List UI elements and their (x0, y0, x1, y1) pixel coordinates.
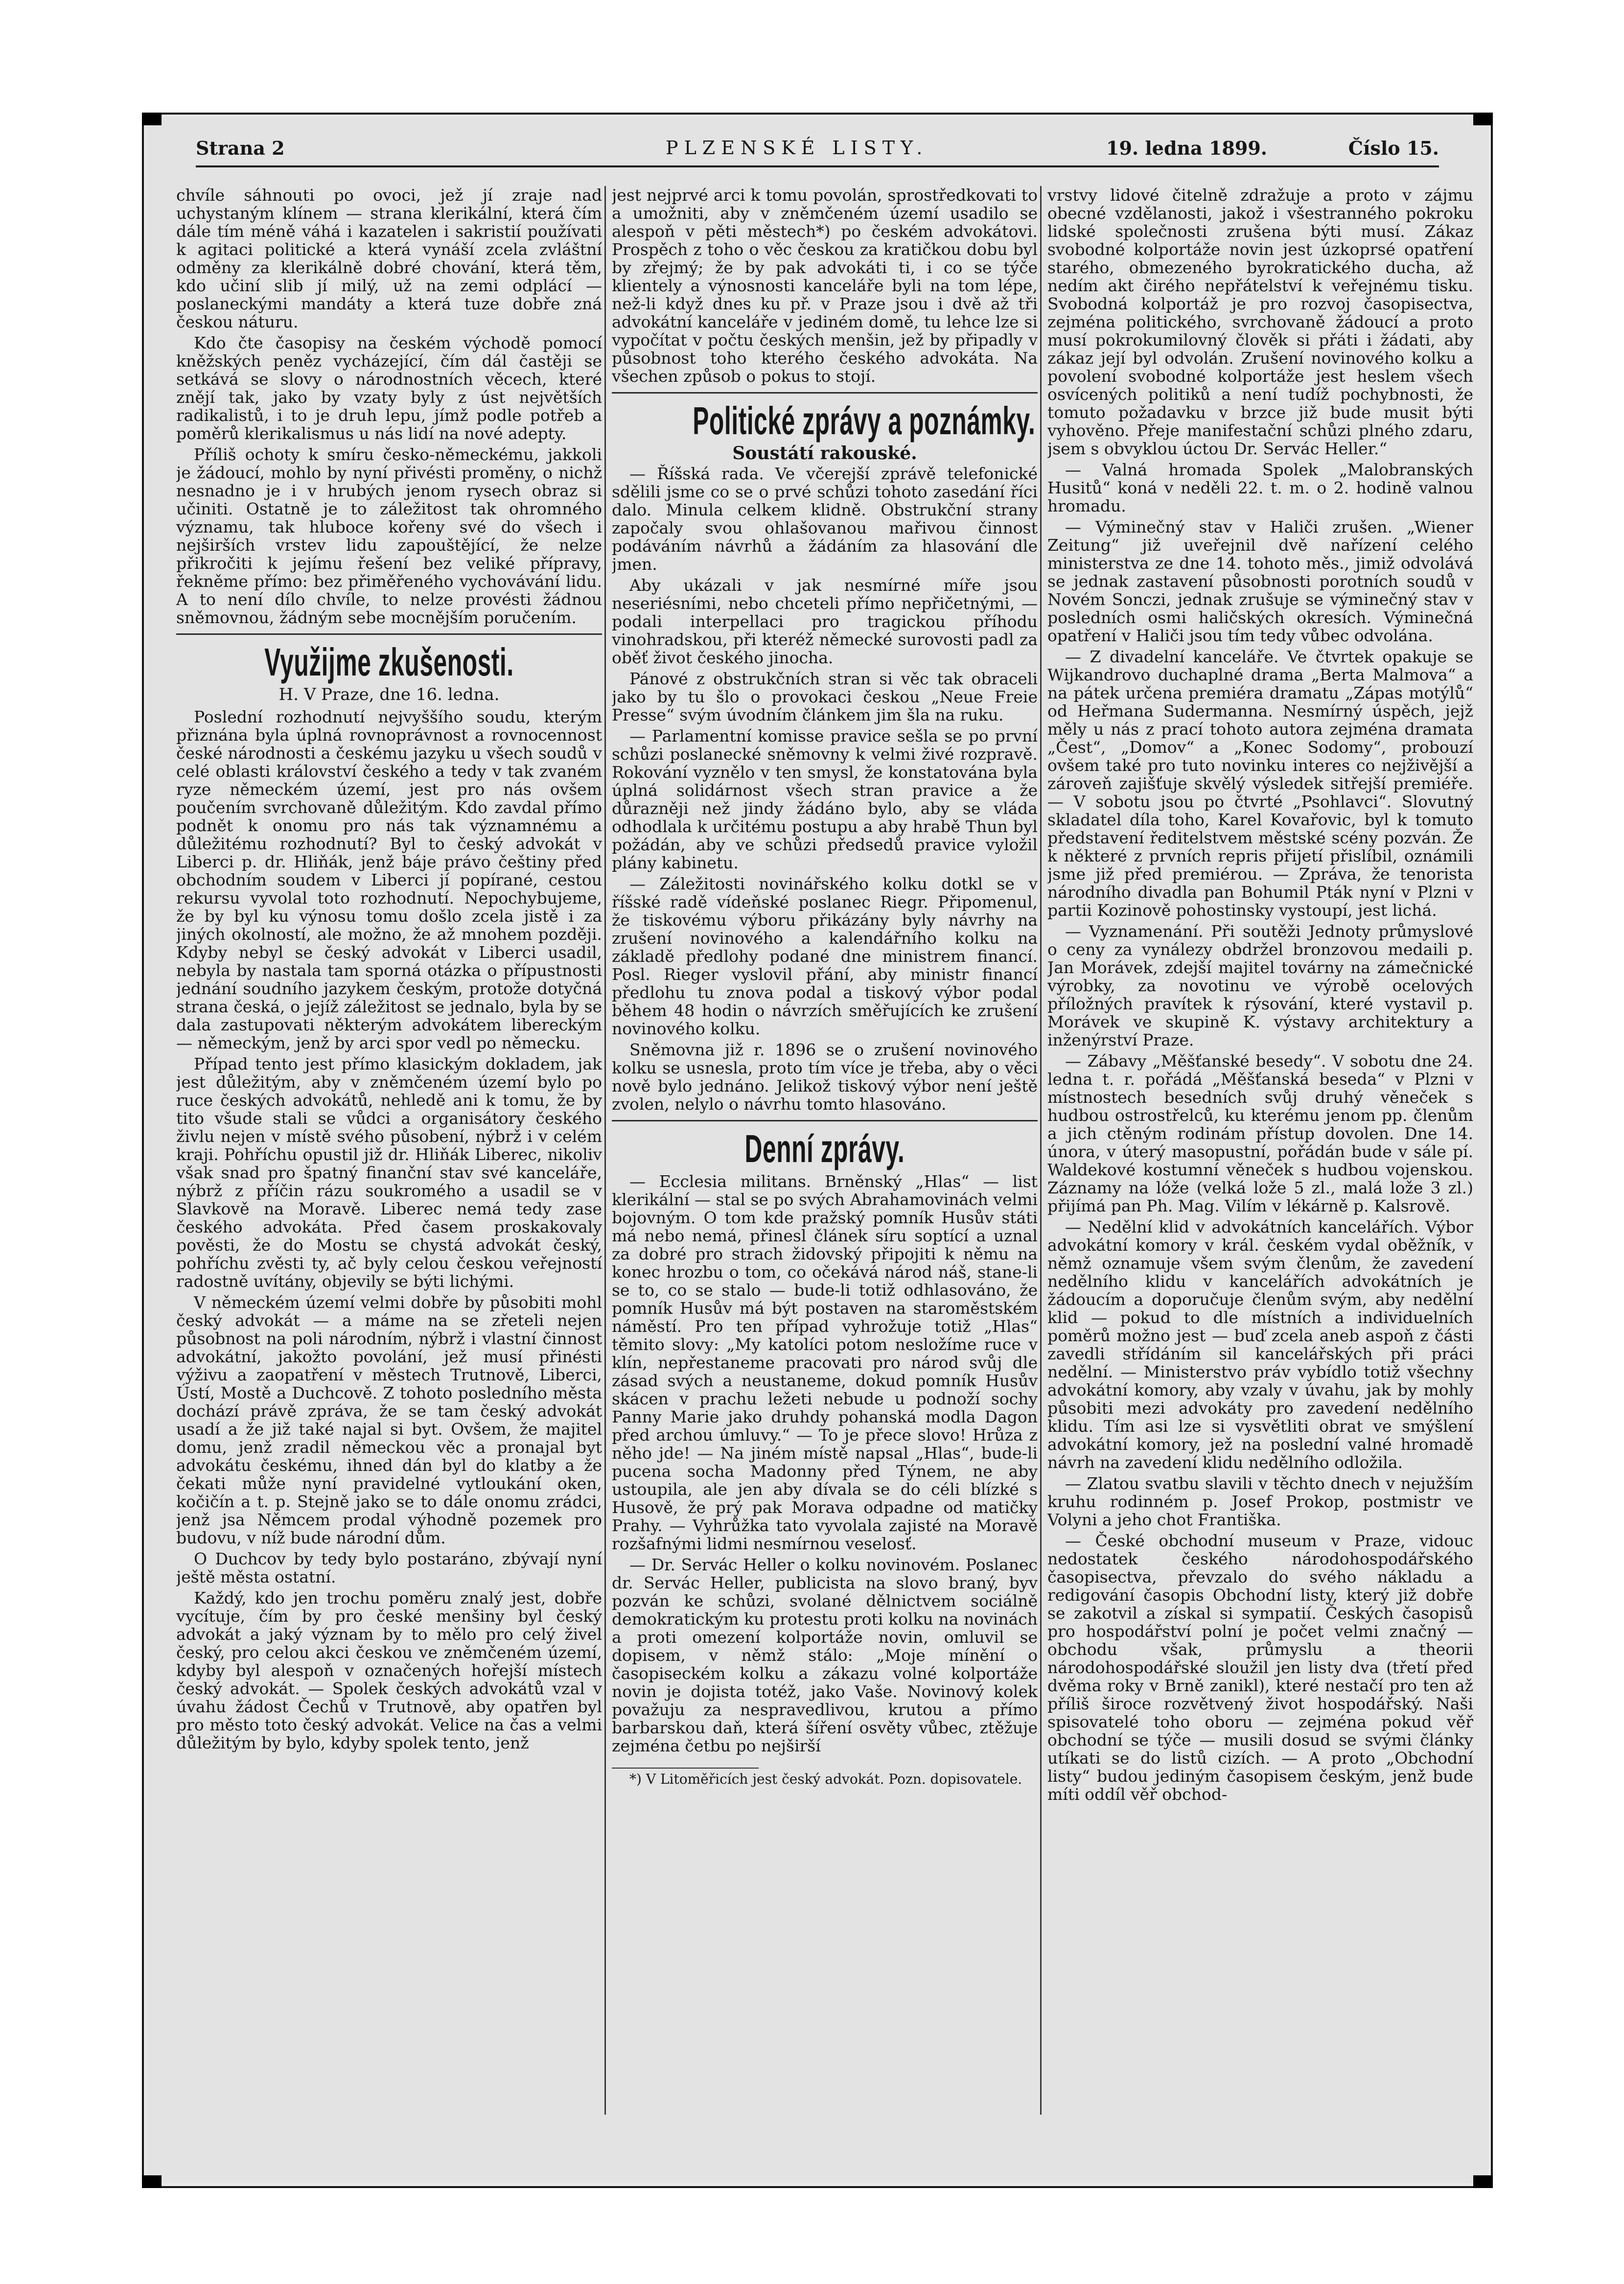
paragraph: Sněmovna již r. 1896 se o zrušení novinového kolku se usnesla, proto tím více je třeba, aby o věci nově bylo jednáno. Jelikož tiskový výbor není ještě zvolen, nelylo o návrhu tomto hlasováno. (612, 1040, 1038, 1114)
paragraph: Pánové z obstrukčních stran si věc tak obraceli jako by tu šlo o provokaci českou „Neue Freie Presse“ svým úvodním článkem jim šla na ruku. (612, 669, 1038, 724)
paragraph: V německém území velmi dobře by působiti mohl český advokát — a máme na se zřeteli nejen působnost na poli národním, nýbrž i vlastní činnost advokátní, jakožto povolání, jež musí přinésti výživu a zaopatření v městech Trutnově, Liberci, Ústí, Mostě a Duchcově. Z tohoto posledního města dochází právě zpráva, že se tam český advokát usadí a že již také najal si byt. Ovšem, že majitel domu, jenž zradil německou věc a pronajal byt advokátu českému, ihned dán byl do klatby a že čekati může nyní pravidelné vytloukání oken, kočičín a t. p. Stejně jako se to dále onomu zrádci, jenž jsa Němcem prodal výhodně pozemek pro budovu, v níž bude národní dům. (176, 1293, 602, 1547)
paragraph: — Parlamentní komisse pravice sešla se po první schůzi poslanecké sněmovny k velmi živé rozpravě. Rokování vyznělo v ten smysl, že konstatována byla úplná solidárnost všech stran pravice a že důrazněji než jindy žádáno bylo, aby se vláda odhodlala k určitému postupu a aby hrabě Thun byl požádán, aby ve schůzi předsedů pravice vyložil plány kabinetu. (612, 726, 1038, 872)
paragraph: — Výminečný stav v Haliči zrušen. „Wiener Zeitung“ již uveřejnil dvě nařízení celého ministerstva ze dne 14. tohoto měs., jimiž odvolává se jednak zastavení působnosti porotních soudů v Novém Sonczi, jednak zrušuje se výminečný stav v posledních osmi haličských okresích. Výminečná opatření v Haliči jsou tím tedy vůbec odvolána. (1047, 517, 1473, 645)
corner-mark (1473, 113, 1493, 125)
paragraph: Aby ukázali v jak nesmírné míře jsou neseriésními, nebo chceteli přímo nepřičetnými, — podali interpellaci pro tragickou příhodu vinohradskou, při kteréž německé surovosti padl za oběť život českého jinocha. (612, 576, 1038, 667)
header-rule (196, 165, 1439, 167)
corner-mark (142, 113, 162, 125)
section-rule (176, 633, 602, 635)
corner-mark (142, 2175, 162, 2188)
page-number: Strana 2 (196, 137, 285, 159)
paragraph: — Záležitosti novinářského kolku dotkl se v říšské radě vídeňské poslanec Riegr. Připomenul, že tiskovému výboru přikázány byly návrhy na zrušení novinového a kalendářního kolku na základě předlohy podané dne ministrem financí. Posl. Rieger vyslovil přání, aby ministr financí předlohu tu znova podal a tiskový výbor podal během 48 hodin o návrzích směřujících ke zrušení novinového kolku. (612, 874, 1038, 1038)
paragraph: — Zábavy „Měšťanské besedy“. V sobotu dne 24. ledna t. r. pořádá „Měšťanská beseda“ v Plzni v místnostech besedních svůj druhý věneček s hudbou ostrostřelců, ku kterému jenom pp. členům a jich ctěným rodinám přístup dovolen. Dne 14. února, v úterý masopustní, pořádán bude v sále pí. Waldekové kostumní věneček s hudbou vojenskou. Záznamy na lóže (velká lože 5 zl., malá lože 3 zl.) přijímá pan Ph. Mag. Vilím v lékárně p. Kalsrově. (1047, 1051, 1473, 1215)
paragraph: Každý, kdo jen trochu poměru znalý jest, dobře vycítuje, čím by pro české menšiny byl český advokát a jaký význam by to mělo pro celý živel český, pro celou akci českou ve zněmčeném území, kdyby byl alespoň v označených hořejší místech český advokát. — Spolek českých advokátů vzal v úvahu žádost Čechů v Trutnově, aby opatřen byl pro město toto český advokát. Velice na čas a velmi důležitým by bylo, kdyby spolek tento, jenž (176, 1588, 602, 1752)
section-headline: Denní zprávy. (744, 1127, 905, 1170)
paragraph: — Zlatou svatbu slavili v těchto dnech v nejužším kruhu rodinném p. Josef Prokop, postmistr ve Volyni a jeho chot Františka. (1047, 1474, 1473, 1529)
paragraph: O Duchcov by tedy bylo postaráno, zbývají nyní ještě města ostatní. (176, 1549, 602, 1586)
paragraph: — Valná hromada Spolek „Malobranských Husitů“ koná v neděli 22. t. m. o 2. hodině valnou hromadu. (1047, 460, 1473, 515)
paragraph: — Vyznamenání. Při soutěži Jednoty průmyslové o ceny za vynálezy obdržel bronzovou medaili p. Jan Morávek, zdejší majitel továrny na zámečnické výrobky, za novotinu ve výrobě ocelových příložných pravítek k rýsování, které vystavil p. Morávek ve skupině K. výstavy architektury a inženýrství Praze. (1047, 922, 1473, 1049)
paragraph: — Z divadelní kanceláře. Ve čtvrtek opakuje se Wijkandrovo duchaplné drama „Berta Malmova“ a na pátek určena premiéra dramatu „Zápas motýlů“ od Heřmana Sudermanna. Nesmírný úspěch, jejž měly u nás z prací tohoto autora zejména dramata „Čest“, „Domov“ a „Konec Sodomy“, probouzí ovšem také pro tuto novinku interes co nejživější a zároveň zajišťuje skvělý výsledek sitřejší premiéře. — V sobotu jsou po čtvrté „Psohlavci“. Slovutný skladatel díla toho, Karel Kovařovic, byl k tomuto představení ředitelstvem městské scény pozván. Že k některé z prvních repris přijetí přislíbil, oznámili jsme již před premiérou. — Zpráva, že tenorista národního divadla pan Bohumil Pták nyní v Plzni v partii Kozinově pohostinsky vystoupí, jest lichá. (1047, 647, 1473, 920)
newspaper-page (147, 117, 1488, 2183)
paragraph: — České obchodní museum v Praze, vidouc nedostatek českého národohospodářského časopisectva, převzalo do svého nákladu a redigování časopis Obchodní listy, který již dobře se zakotvil a získal si sympatií. Českých časopisů pro hospodářství polní je počet velmi značný — obchodu však, průmyslu a theorii národohospodářské sloužil jen listy dva (třetí před dvěma roky v Brně zanikl), které nestačí pro ten až příliš široce rozvětvený život hospodářský. Naši spisovatelé toho oboru — zejména pokud věř obchodní se týče — musili dosud se svými články utíkati se do listů cizích. — A proto „Obchodní listy“ budou jediným časopisem českým, jenž bude míti oddíl věř obchod- (1047, 1531, 1473, 1804)
footnote-rule (612, 1768, 759, 1769)
dateline: H. V Praze, dne 16. ledna. (278, 685, 500, 704)
section-rule (612, 392, 1038, 394)
paragraph: — Říšská rada. Ve včerejší zprávě telefonické sdělili jsme co se o prvé schůzi tohoto zasedání říci dalo. Minula celkem klidně. Obstrukční strany započaly svou ohlašovanou mařivou činnost podáváním návrhů a žádáním za hlasování dle jmen. (612, 464, 1038, 574)
paragraph: — Ecclesia militans. Brněnský „Hlas“ — list klerikální — stal se po svých Abrahamovinách velmi bojovným. O tom kde pražský pomník Husův státi má nebo nemá, přinesl článek síru soptící a uznal za dobré pro strach židovský připojiti k němu na konec hrozbu o tom, co očekává národ náš, stane-li se to, co se stalo — bude-li totiž odhlasováno, že pomník Husův má být postaven na staroměstském náměstí. Pro ten případ vyhrožuje totiž „Hlas“ těmito slovy: „My katolíci potom nesložíme ruce v klín, nepřestaneme pracovati pro národ svůj dle zásad svých a neustaneme, dokud pomník Husův skácen v prachu ležeti nebude u podnoží sochy Panny Marie jako druhdy pohanská modla Dagon před archou úmluvy.“ — To je přece slovo! Hrůza z něho jde! — Na jiném místě napsal „Hlas“, bude-li pucena socha Madonny před Týnem, ne aby ustoupila, ale jen aby dívala se do céli blízké s Husově, že prý pak Morava odpadne od matičky Prahy. — Vyhrůžka tato vyvolala zajisté na Moravě rozšafnými lidmi nesmírnou veselosť. (612, 1172, 1038, 1553)
section-rule (612, 1120, 1038, 1121)
paragraph: jest nejprvé arci k tomu povolán, sprostředkovati to a umožniti, aby v zněmčeném území usadilo se alespoň v pěti městech*) po českém advokátovi. Prospěch z toho o věc českou za kratičkou dobu byl by zřejmý; že by pak advokáti ti, i co se týče klientely a výnosnosti kanceláře byli na tom lépe, než-li když dnes ku př. v Praze jsou i dvě až tři advokátní kanceláře v jediném domě, tu lehce lze si vypočítat v počtu českých menšin, jež by připadly v působnost toho kterého českého advokáta. Na všechen způsob o pokus to stojí. (612, 186, 1038, 386)
corner-mark (1473, 2175, 1493, 2188)
paragraph: Kdo čte časopisy na českém východě pomocí kněžských peněz vycházející, čím dál častěji se setkává se slovy o národnostních věcech, které znějí tak, jako by vzaty byly z úst největších radikalistů, i to je druh lepu, jímž podle potřeb a poměrů klerikalismus u nás lidí na nové adepty. (176, 333, 602, 443)
section-headline: Politické zprávy a poznámky. (693, 399, 1036, 443)
issue-number: Číslo 15. (1348, 137, 1439, 159)
column-1 (176, 186, 602, 2115)
column-divider (604, 186, 606, 2115)
column-divider (1040, 186, 1042, 2115)
paragraph: vrstvy lidové čitelně zdražuje a proto v zájmu obecné vzdělanosti, jakož i všestranného pokroku lidské společnosti zrušena býti musí. Zákaz svobodné kolportáže novin jest úzkoprsé opatření starého, obmezeného byrokratického ducha, až nedím akt čirého nepřátelství k veřejnému tisku. Svobodná kolportáž je pro rozvoj časopisectva, zejména politického, svrchovaně žádoucí a proto musí pokrokumilovný člověk si přáti i žádati, aby zákaz její byl odvolán. Zrušení novinového kolku a povolení svobodné kolportáže jest heslem všech osvícených politiků a není tudíž pochybnosti, že tomuto požadavku v brzce již bude musit býti vyhověno. Přeje manifestační schůzi plného zdaru, jsem s obvyklou úctou Dr. Servác Heller.“ (1047, 186, 1473, 458)
column-3 (1047, 186, 1473, 2115)
issue-date: 19. ledna 1899. (1106, 137, 1267, 159)
section-subheading: Soustátí rakouské. (732, 443, 917, 464)
article-headline: Využijme zkušenosti. (264, 640, 514, 684)
column-2 (612, 186, 1038, 2115)
paragraph: Poslední rozhodnutí nejvyššího soudu, kterým přiznána byla úplná rovnoprávnost a rovnocennost české národnosti a českému jazyku u všech soudů v celé oblasti království českého a tedy v tak zvaném ryze německém území, jest pro nás ovšem poučením svrchovaně důležitým. Kdo zavdal přímo podnět k onomu pro nás tak významnému a důležitému rozhodnutí? Byl to český advokát v Liberci p. dr. Hliňák, jenž báje právo češtiny před obchodním soudem v Liberci jí popírané, cestou rekursu vyvolal toto rozhodnutí. Nepochybujeme, že by byl ku výnosu tomu došlo zcela jistě i za jiných okolností, ale možno, že až mnohem později. Kdyby nebyl se český advokát v Liberci usadil, nebyla by nastala tam sporná otázka o přípustnosti jednání soudního jazykem českým, protože dotyčná strana česká, o jejíž záležitost se jednalo, byla by se dala zastupovati některým advokátem libereckým — německým, jenž by arci spor vedl po německu. (176, 707, 602, 1052)
paragraph: chvíle sáhnouti po ovoci, jež jí zraje nad uchystaným klínem — strana klerikální, která čím dále tím méně váhá i kazatelen i sakristií používati k agitaci politické a která vynáší zcela zvláštní odměny za klerikálně dobré chování, která těm, kdo učiní slib jí milý, už na zemi odplácí — poslaneckými mandáty a která tuze dobře zná českou náturu. (176, 186, 602, 331)
paragraph: — Dr. Servác Heller o kolku novinovém. Poslanec dr. Servác Heller, publicista na slovo braný, byv pozván ke schůzi, svolané dělnictvem sociálně demokratickým ku protestu proti kolku na novinách a proti omezení kolportáže novin, omluvil se dopisem, v němž stálo: „Moje mínění o časopiseckém kolku a zákazu volné kolportáže novin je dojista totéž, jako Vaše. Novinový kolek považuju za nespravedlivou, krutou a přímo barbarskou daň, která šíření osvěty vůbec, ztěžuje zejména četbu po nejširší (612, 1555, 1038, 1755)
footnote: *) V Litoměřicích jest český advokát. Pozn. dopisovatele. (629, 1771, 1022, 1787)
paragraph: Případ tento jest přímo klasickým dokladem, jak jest důležitým, aby v zněmčeném území bylo po ruce českých advokátů, nehledě ani k tomu, že by tito všude stali se vůdci a organisátory českého živlu nejen v místě svého působení, nýbrž i v celém kraji. Pohříchu opustil již dr. Hliňák Liberec, nikoliv však snad pro špatný finanční stav své kanceláře, nýbrž z příčin rázu soukromého a usadil se v Slavkově na Moravě. Liberec nemá tedy zase českého advokáta. Před časem proskakovaly pověsti, že do Mostu se chystá advokát český, pohříchu zvěsti ty, ač byly celou českou veřejností radostně uvítány, objevily se býti lichými. (176, 1054, 602, 1291)
paragraph: Příliš ochoty k smíru česko-německému, jakkoli je žádoucí, mohlo by nyní přivésti proměny, o nichž nesnadno je i v hrubých jenom rysech obraz si učiniti. Ostatně je to záležitost tak ohromného významu, tak hluboce kořeny své do všech i nejširších vrstev lidu zapouštějící, že nelze přikročiti k jejímu řešení bez veliké přípravy, řekněme přímo: bez přiměřeného vychovávání lidu. A to není dílo chvíle, to nelze provésti žádnou sněmovnou, žádným sebe mocnějším poručením. (176, 445, 602, 627)
page-header (196, 137, 1439, 166)
paragraph: — Nedělní klid v advokátních kancelářích. Výbor advokátní komory v král. českém vydal oběžník, v němž oznamuje všem svým členům, že zavedení nedělního klidu v kancelářích advokátních je žádoucím a doporučuje členům svým, aby nedělní klid — pokud to dle místních a individuelních poměrů možno jest — buď zcela aneb aspoň z části zavedli střídáním sil kancelářských při práci nedělní. — Ministerstvo práv vybídlo totiž všechny advokátní komory, aby vzaly v úvahu, jak by mohly působiti mezi advokáty pro zavedení nedělního klidu. Tím asi lze si vysvětliti obrat ve smýšlení advokátní komory, jež na poslední valné hromadě návrh na zavedení klidu nedělního odložila. (1047, 1217, 1473, 1472)
masthead-title: PLZENSKÉ LISTY. (666, 137, 928, 159)
